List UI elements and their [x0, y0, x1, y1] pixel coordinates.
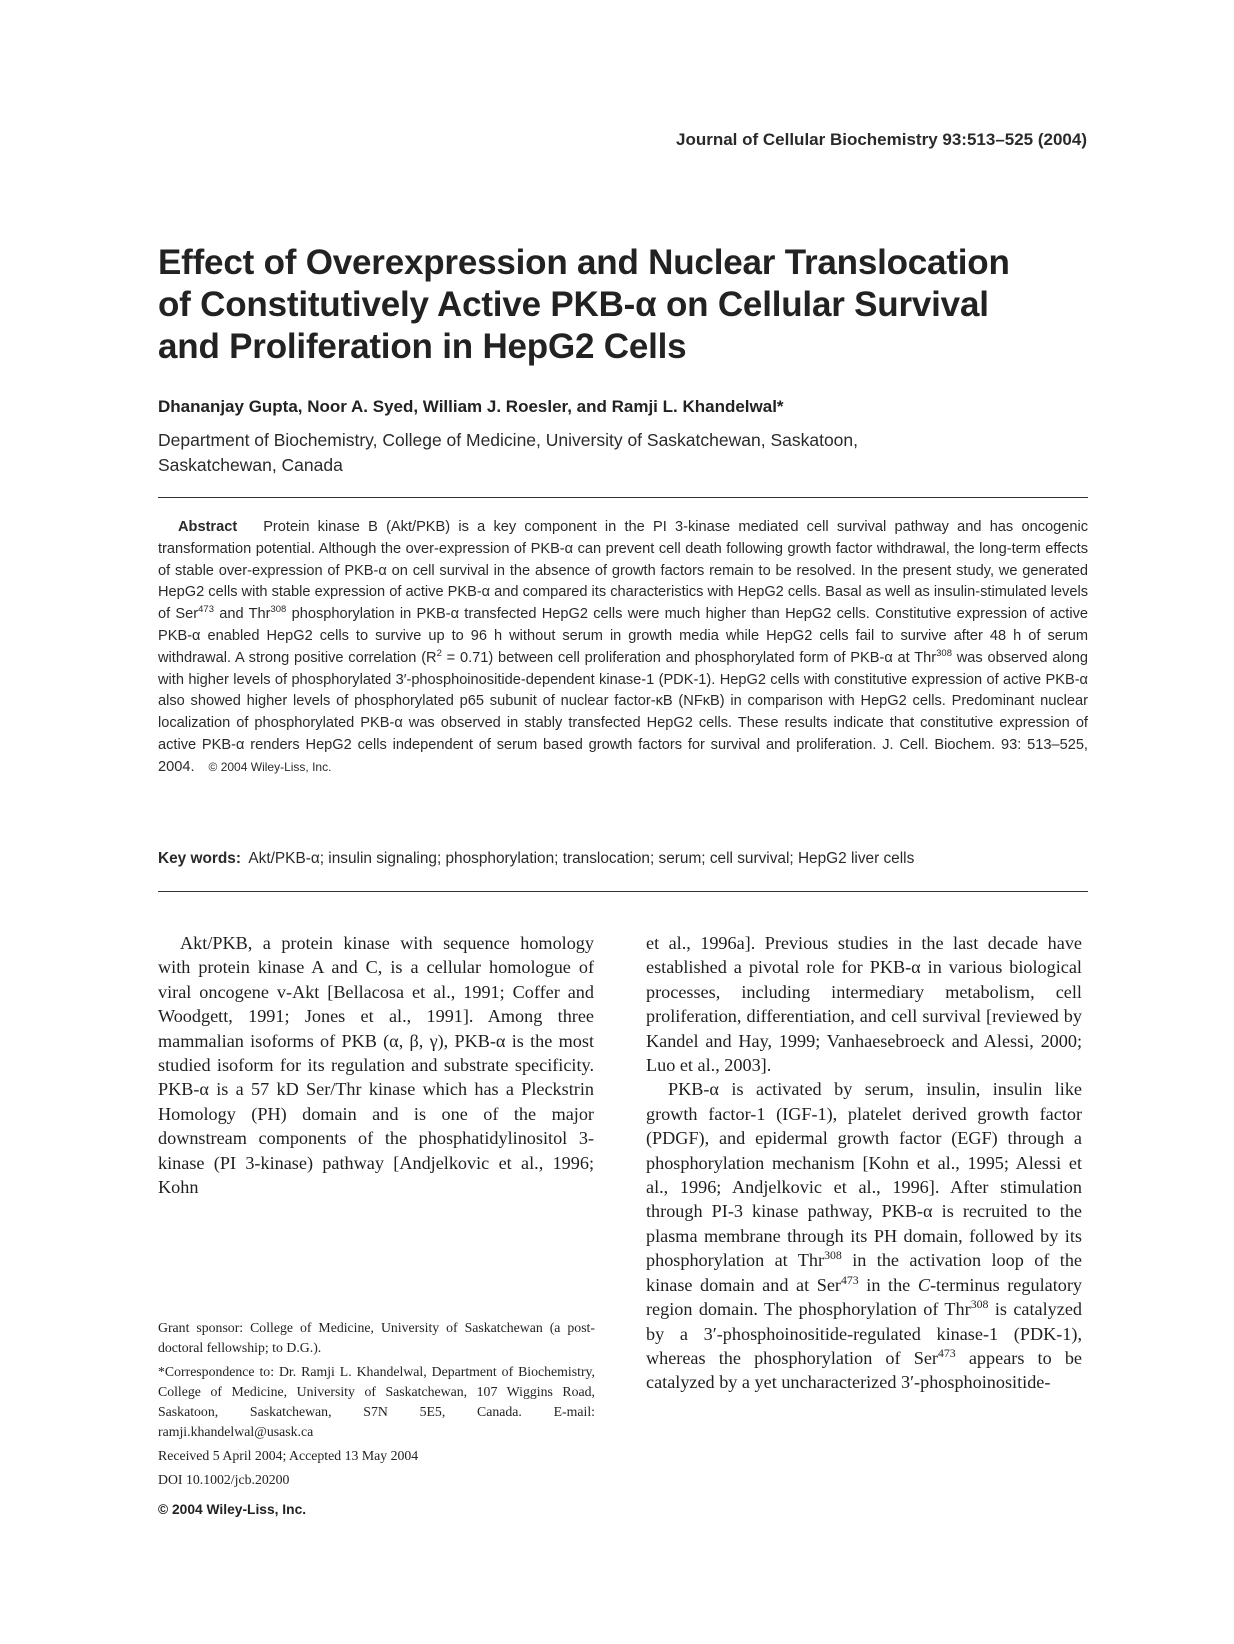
- body-text: is catalyzed by a 3′-phosphoinositide-regulated kinase-1 (PDK-1), whereas the phosphorylation of Ser: [646, 1299, 1082, 1368]
- affiliation: [158, 428, 1058, 478]
- abstract-label: Abstract: [178, 519, 238, 535]
- abstract-top-rule: [158, 497, 1088, 498]
- superscript: 473: [937, 1345, 956, 1360]
- body-text: appears to be catalyzed by a yet uncharacterized 3′-phosphoinositide-: [646, 1347, 1082, 1393]
- abstract-copyright: © 2004 Wiley-Liss, Inc.: [208, 759, 332, 774]
- title-line-3: and Proliferation in HepG2 Cells: [158, 327, 687, 366]
- abstract-bottom-rule: [158, 891, 1088, 892]
- keywords-label: Key words:: [158, 850, 241, 867]
- superscript: 473: [840, 1272, 859, 1287]
- article-title: [158, 242, 1078, 368]
- abstract: [158, 517, 1088, 779]
- correspondence-footnote: *Correspondence to: Dr. Ramji L. Khandelwal, Department of Biochemistry, College of Medicine, University of Saskatchewan, 107 Wiggins Road, Saskatoon, Saskatchewan, S7N 5E5, Canada. E-mail: ramji.khandelwal@usask.ca: [158, 1364, 595, 1439]
- author-list: Dhananjay Gupta, Noor A. Syed, William J. Roesler, and Ramji L. Khandelwal*: [158, 397, 784, 416]
- superscript-thr308: 308: [270, 604, 287, 616]
- body-text: in the: [858, 1274, 918, 1295]
- superscript-thr308-2: 308: [936, 647, 952, 659]
- abstract-text-5: was observed along with higher levels of phosphorylated 3′-phosphoinositide-dependent kinase-1 (PDK-1). HepG2 cells with constitutive expression of active PKB-α also showed higher levels of phosphorylated p65 subunit of nuclear factor-κB (NFκB) in comparison with HepG2 cells. Predominant nuclear localization of phosphorylated PKB-α was observed in stably transfected HepG2 cells. These results indicate that constitutive expression of active PKB-α renders HepG2 cells independent of serum based growth factors for survival and proliferation. J. Cell. Biochem. 93: 513–525, 2004.: [158, 649, 1088, 775]
- title-line-1: Effect of Overexpression and Nuclear Translocation: [158, 243, 1010, 282]
- title-line-2: of Constitutively Active PKB-α on Cellular Survival: [158, 285, 989, 324]
- superscript: 308: [970, 1297, 989, 1312]
- copyright-notice: © 2004 Wiley-Liss, Inc.: [158, 1502, 307, 1517]
- grant-footnote: Grant sponsor: College of Medicine, University of Saskatchewan (a post-doctoral fellowship; to D.G.).: [158, 1320, 595, 1355]
- abstract-text-4: = 0.71) between cell proliferation and phosphorylated form of PKB-α at Thr: [441, 649, 937, 666]
- received-dates: Received 5 April 2004; Accepted 13 May 2004: [158, 1448, 419, 1463]
- footnotes: [158, 1318, 595, 1524]
- body-paragraph: [646, 1077, 1082, 1394]
- body-paragraph-continued: et al., 1996a]. Previous studies in the last decade have established a pivotal role for PKB-α in various biological processes, including intermediary metabolism, cell proliferation, differentiation, and cell survival [reviewed by Kandel and Hay, 1999; Vanhaesebroeck and Alessi, 2000; Luo et al., 2003].: [646, 933, 1082, 1076]
- abstract-text-3: phosphorylation in PKB-α transfected HepG2 cells were much higher than HepG2 cells. Constitutive expression of active PKB-α enabled HepG2 cells to survive up to 96 h without serum in growth media while HepG2 cells fail to survive after 48 h of serum withdrawal. A strong positive correlation (R: [158, 606, 1088, 666]
- affiliation-line-1: Department of Biochemistry, College of Medicine, University of Saskatchewan, Saskatoon,: [158, 430, 858, 450]
- superscript: 308: [824, 1248, 842, 1263]
- body-text: -terminus regulatory region domain. The phosphorylation of Thr: [646, 1274, 1082, 1320]
- superscript-ser473: 473: [198, 604, 214, 616]
- keywords: [158, 850, 1088, 868]
- body-text: PKB-α is activated by serum, insulin, insulin like growth factor-1 (IGF-1), platelet derived growth factor (PDGF), and epidermal growth factor (EGF) through a phosphorylation mechanism [Kohn et al., 1995; Alessi et al., 1996; Andjelkovic et al., 1996]. After stimulation through PI-3 kinase pathway, PKB-α is recruited to the plasma membrane through its PH domain, followed by its phosphorylation at Thr: [646, 1079, 1082, 1271]
- abstract-text-1: Protein kinase B (Akt/PKB) is a key component in the PI 3-kinase mediated cell survival pathway and has oncogenic transformation potential. Although the over-expression of PKB-α can prevent cell death following growth factor withdrawal, the long-term effects of stable over-expression of PKB-α on cell survival in the absence of growth factors remain to be resolved. In the present study, we generated HepG2 cells with stable expression of active PKB-α and compared its characteristics with HepG2 cells. Basal as well as insulin-stimulated levels of Ser: [158, 519, 1088, 623]
- doi: DOI 10.1002/jcb.20200: [158, 1472, 290, 1487]
- abstract-text-2: and Thr: [213, 606, 271, 623]
- keywords-text: Akt/PKB-α; insulin signaling; phosphorylation; translocation; serum; cell survival; HepG2 liver cells: [248, 850, 915, 867]
- journal-header: Journal of Cellular Biochemistry 93:513–525 (2004): [675, 130, 1087, 149]
- body-paragraph: Akt/PKB, a protein kinase with sequence homology with protein kinase A and C, is a cellular homologue of viral oncogene v-Akt [Bellacosa et al., 1991; Coffer and Woodgett, 1991; Jones et al., 1991]. Among three mammalian isoforms of PKB (α, β, γ), PKB-α is the most studied isoform for its regulation and substrate specificity. PKB-α is a 57 kD Ser/Thr kinase which has a Pleckstrin Homology (PH) domain and is one of the major downstream components of the phosphatidylinositol 3-kinase (PI 3-kinase) pathway [Andjelkovic et al., 1996; Kohn: [158, 933, 594, 1198]
- body-text: in the activation loop of the kinase domain and at Ser: [646, 1250, 1082, 1295]
- italic-text: C: [917, 1274, 930, 1295]
- body-column-left: [158, 931, 594, 1199]
- superscript-r-squared: 2: [436, 647, 442, 659]
- body-column-right: [646, 931, 1082, 1395]
- affiliation-line-2: Saskatchewan, Canada: [158, 455, 343, 475]
